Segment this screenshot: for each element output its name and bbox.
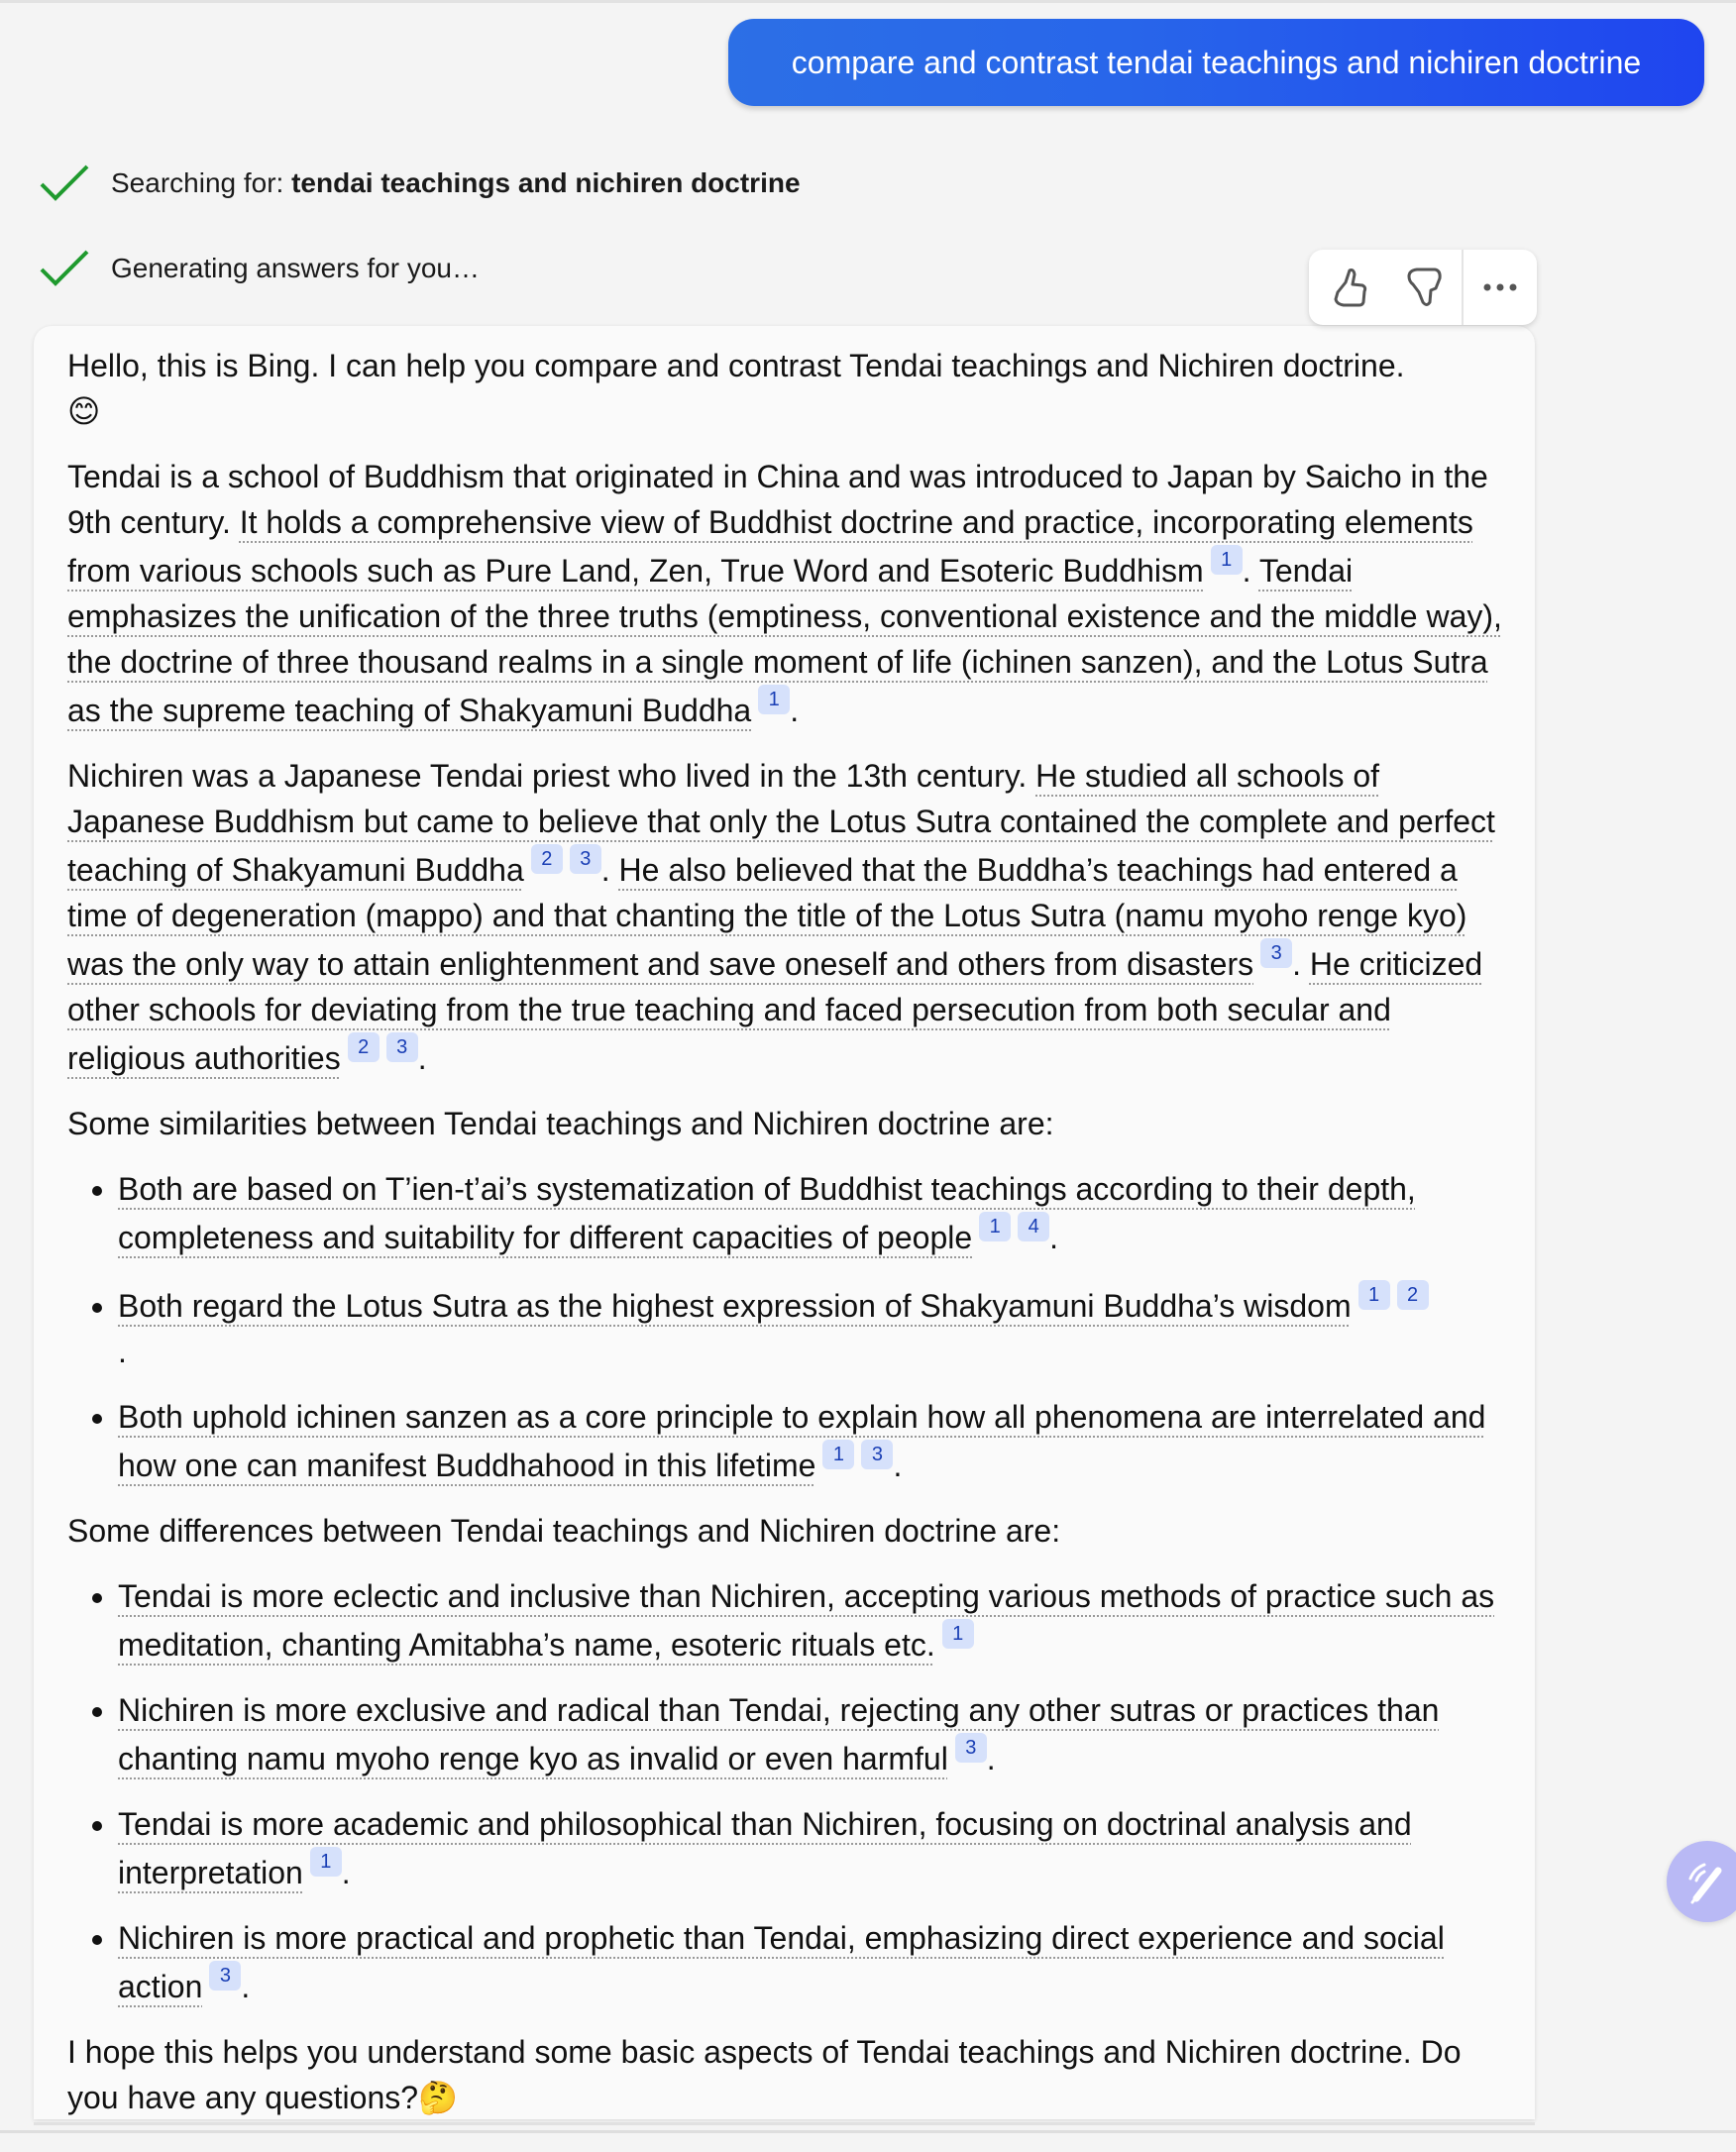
differences-list [67,1573,1514,2009]
similarities-list [67,1166,1514,1488]
tendai-paragraph: Tendai is a school of Buddhism that originated in China and was introduced to Japan by Saicho in the 9th century. It holds a comprehensive view of Buddhist doctrine and practice, incorporating elements from various schools such as Pure Land, Zen, True Word and Esoteric Buddhism 1 . Tendai emphasizes the unification of the three truths (emptiness, conventional existence and the middle way), the doctrine of three thousand realms in a single moment of life (ichinen sanzen), and the Lotus Sutra as the supreme teaching of Shakyamuni Buddha 1 . [67,459,1502,728]
checkmark-icon [38,162,91,204]
citation-badge[interactable]: 1 [979,1212,1011,1241]
citation-badge[interactable]: 3 [386,1032,418,1062]
status-searching [38,162,801,204]
nichiren-sentence-2[interactable]: He studied all schools of Japanese Buddhism but came to believe that only the Lotus Sutra contained the complete and perfect teaching of Shakyamuni Buddha [67,758,1495,888]
nichiren-sentence-4[interactable]: He criticized other schools for deviating from the true teaching and faced persecution from both secular and religious authorities [67,946,1483,1076]
tendai-sentence-2[interactable]: It holds a comprehensive view of Buddhist doctrine and practice, incorporating elements from various schools such as Pure Land, Zen, True Word and Esoteric Buddhism [67,504,1473,589]
bottom-divider [0,2130,1736,2133]
difference-text[interactable]: Tendai is more academic and philosophical than Nichiren, focusing on doctrinal analysis and interpretation [118,1806,1412,1890]
generating-label: Generating answers for you… [111,253,480,283]
checkmark-icon [38,248,91,289]
like-button[interactable] [1309,250,1388,325]
difference-text[interactable]: Nichiren is more exclusive and radical than Tendai, rejecting any other sutras or practices than chanting namu myoho renge kyo as invalid or even harmful [118,1692,1440,1776]
difference-text[interactable]: Nichiren is more practical and prophetic than Tendai, emphasizing direct experience and social action [118,1920,1445,2004]
citation-badge[interactable]: 4 [1018,1212,1049,1241]
list-item: • Nichiren is more exclusive and radical than Tendai, rejecting any other sutras or practices than chanting namu myoho renge kyo as invalid or even harmful 3 . [118,1687,1514,1781]
more-options-button[interactable] [1464,250,1537,325]
difference-text[interactable]: Tendai is more eclectic and inclusive than Nichiren, accepting various methods of practice such as meditation, chanting Amitabha’s name, esoteric rituals etc. [118,1578,1495,1663]
nichiren-sentence-3[interactable]: He also believed that the Buddha’s teachings had entered a time of degeneration (mappo) and that chanting the title of the Lotus Sutra (namu myoho renge kyo) was the only way to attain enlightenment and save oneself and others from disasters [67,852,1467,982]
new-topic-compose-icon [1684,1859,1730,1904]
closing-text: I hope this helps you understand some basic aspects of Tendai teachings and Nichiren doctrine. Do you have any questions? [67,2034,1462,2115]
greeting-paragraph [67,343,1514,434]
citation-badge[interactable]: 3 [1260,938,1292,968]
smiling-face-emoji-icon: 😊 [67,392,101,430]
similarities-heading: Some similarities between Tendai teachings and Nichiren doctrine are: [67,1106,1054,1141]
more-horizontal-icon [1482,282,1518,292]
citation-badge[interactable]: 3 [955,1733,987,1763]
nichiren-paragraph: Nichiren was a Japanese Tendai priest who lived in the 13th century. He studied all schools of Japanese Buddhism but came to believe that only the Lotus Sutra contained the complete and perfect teaching of Shakyamuni Buddha 2 3 . He also believed that the Buddha’s teachings had entered a time of degeneration (mappo) and that chanting the title of the Lotus Sutra (namu myoho renge kyo) was the only way to attain enlightenment and save oneself and others from disasters 3 . He criticized other schools for deviating from the true teaching and faced persecution from both secular and religious authorities 2 3 . [67,758,1495,1076]
citation-badge[interactable]: 1 [758,685,790,714]
greeting-text: Hello, this is Bing. I can help you compare and contrast Tendai teachings and Nichiren doctrine. [67,348,1405,383]
citation-badge[interactable]: 3 [570,844,601,874]
similarity-text[interactable]: Both are based on T’ien-t’ai’s systematization of Buddhist teachings according to their depth, completeness and suitability for different capacities of people [118,1171,1416,1255]
citation-badge[interactable]: 1 [310,1847,342,1877]
feedback-toolbar [1309,250,1537,325]
top-divider [0,0,1736,3]
citation-badge[interactable]: 3 [209,1961,241,1991]
user-message-bubble [728,19,1704,106]
status-generating [38,248,480,289]
similarity-text[interactable]: Both regard the Lotus Sutra as the highest expression of Shakyamuni Buddha’s wisdom [118,1288,1352,1324]
list-item: • Both uphold ichinen sanzen as a core principle to explain how all phenomena are interrelated and how one can manifest Buddhahood in this lifetime 1 3 . [118,1394,1514,1488]
thumbs-down-icon [1405,267,1445,308]
citation-badge[interactable]: 1 [1358,1280,1390,1310]
citation-badge[interactable]: 2 [1397,1280,1429,1310]
tendai-sentence-1: Tendai is a school of Buddhism that originated in China and was introduced to Japan by Saicho in the 9th century. [67,459,1488,540]
citation-badge[interactable]: 1 [1211,545,1243,575]
closing-paragraph [67,2029,1514,2120]
list-item: • Tendai is more academic and philosophical than Nichiren, focusing on doctrinal analysis and interpretation 1 . [118,1801,1514,1895]
list-item: • Nichiren is more practical and prophetic than Tendai, emphasizing direct experience and social action 3 . [118,1915,1514,2009]
differences-heading: Some differences between Tendai teachings and Nichiren doctrine are: [67,1513,1061,1549]
list-item [118,1573,1514,1668]
citation-badge[interactable]: 3 [861,1440,893,1469]
searching-query: tendai teachings and nichiren doctrine [291,167,801,198]
answer-content [67,343,1514,2140]
tendai-sentence-3[interactable]: Tendai emphasizes the unification of the three truths (emptiness, conventional existence and the middle way), the doctrine of three thousand realms in a single moment of life (ichinen sanzen), and the Lotus Sutra as the supreme teaching of Shakyamuni Buddha [67,553,1502,728]
searching-label: Searching for: [111,167,292,198]
card-footer-divider [34,2122,1535,2125]
citation-badge[interactable]: 2 [531,844,563,874]
dislike-button[interactable] [1388,250,1462,325]
list-item: • Both regard the Lotus Sutra as the highest expression of Shakyamuni Buddha’s wisdom 1 2 . [118,1280,1514,1374]
thinking-face-emoji-icon: 🤔 [418,2079,458,2116]
thumbs-up-icon [1332,267,1371,308]
new-topic-button[interactable] [1667,1841,1736,1922]
citation-badge[interactable]: 2 [348,1032,380,1062]
nichiren-sentence-1: Nichiren was a Japanese Tendai priest who lived in the 13th century. [67,758,1036,794]
user-message-text: compare and contrast tendai teachings and nichiren doctrine [791,44,1642,80]
citation-badge[interactable]: 1 [942,1619,974,1649]
citation-badge[interactable]: 1 [822,1440,854,1469]
list-item: • Both are based on T’ien-t’ai’s systematization of Buddhist teachings according to their depth, completeness and suitability for different capacities of people 1 4 . [118,1166,1514,1260]
similarity-text[interactable]: Both uphold ichinen sanzen as a core principle to explain how all phenomena are interrelated and how one can manifest Buddhahood in this lifetime [118,1399,1486,1483]
